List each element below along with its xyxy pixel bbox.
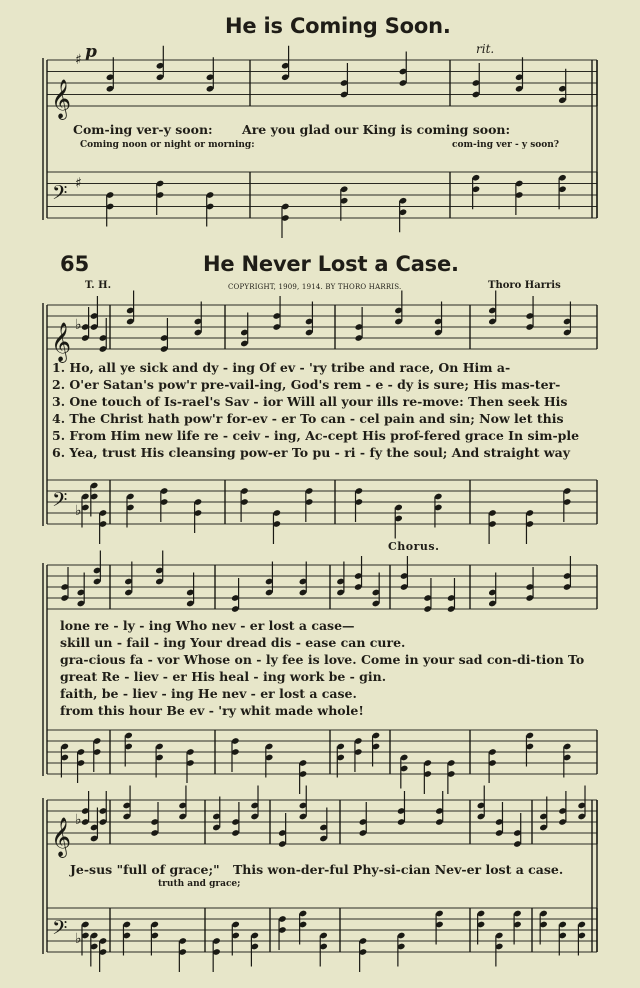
verse-line: 1. Ho, all ye sick and dy - ing Of ev - 'ry tribe and race, On Him a- [52,360,511,375]
verse-line: 3. One touch of Is-rael's Sav - ior Will all your ills re-move: Then seek His [52,394,568,409]
lyric-line-alt: com-ing ver - y soon? [452,140,560,150]
treble-staff [47,565,597,609]
treble-clef-icon: 𝄞 [51,79,72,119]
verse-line: skill un - fail - ing Your dread dis - ease can cure. [60,635,406,650]
bass-staff [47,480,597,524]
bass-clef-icon: 𝄢 [52,181,68,209]
sharp-icon: ♯ [75,175,82,192]
flat-icon: ♭ [75,931,82,947]
verse-line: 6. Yea, trust His cleansing pow-er To pu - ri - fy the soul; And straight way [52,445,570,460]
lyric-line: Are you glad our King is coming soon: [242,122,511,137]
lyric-line: Com-ing ver-y soon: [73,122,213,137]
verse-line: from this hour Be ev - 'ry whit made whole! [60,703,364,718]
treble-clef-icon: 𝄞 [51,322,72,362]
treble-staff [47,60,597,106]
hymn-64-title: He is Coming Soon. [225,14,451,38]
ritardando-mark: rit. [476,42,495,56]
flat-icon: ♭ [75,812,82,828]
verse-line: great Re - liev - er His heal - ing work be - gin. [60,669,387,684]
lyric-line-alt: Coming noon or night or morning: [80,140,255,150]
composer: Thoro Harris [488,280,561,291]
hymn-number: 65 [60,252,90,276]
chorus-lyric: This won-der-ful Phy-si-cian Nev-er lost a case. [233,862,564,877]
verse-line: gra-cious fa - vor Whose on - ly fee is love. Come in your sad con-di-tion To [60,652,585,667]
copyright: COPYRIGHT, 1909, 1914. BY THORO HARRIS. [228,283,402,291]
bass-staff [47,172,597,218]
sharp-icon: ♯ [75,52,82,68]
verse-line: 2. O'er Satan's pow'r pre-vail-ing, God's rem - e - dy is sure; His mas-ter- [52,377,561,392]
author-initials: T. H. [85,280,112,291]
bass-clef-icon: 𝄢 [52,488,68,516]
chorus-lyric: Je-sus "full of grace;" [70,862,220,877]
flat-icon: ♭ [75,317,82,333]
chorus-lyric-alt: truth and grace; [158,879,241,889]
hymn-65-title: He Never Lost a Case. [203,252,459,276]
verse-line: 5. From Him new life re - ceiv - ing, Ac-cept His prof-fered grace In sim-ple [52,428,580,443]
treble-clef-icon: 𝄞 [51,817,72,857]
flat-icon: ♭ [75,503,82,519]
verse-line: lone re - ly - ing Who nev - er lost a case— [60,618,355,633]
verse-line: 4. The Christ hath pow'r for-ev - er To can - cel pain and sin; Now let this [52,411,564,426]
verse-line: faith, be - liev - ing He nev - er lost a case. [60,686,357,701]
bass-clef-icon: 𝄢 [52,916,68,944]
chorus-label: Chorus. [388,540,440,553]
dynamic-mark: p [85,42,97,62]
